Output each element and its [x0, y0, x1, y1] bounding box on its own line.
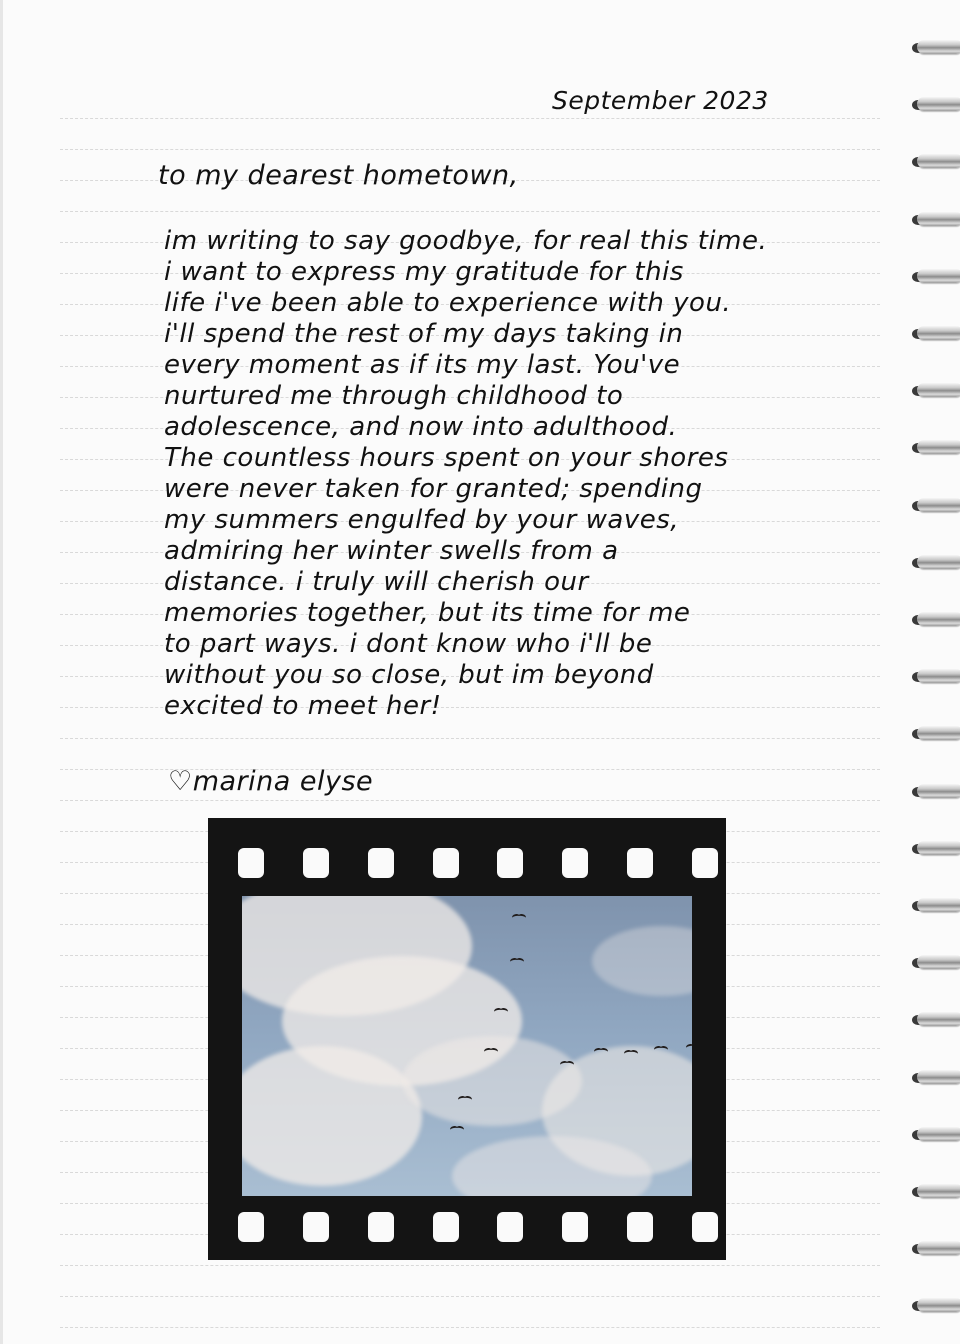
perforation [303, 1212, 329, 1242]
spiral-binding [900, 0, 960, 1344]
binding-ring [908, 722, 960, 746]
letter-line: distance. i truly will cherish our [164, 567, 589, 597]
perforation [238, 848, 264, 878]
binding-wire [917, 326, 960, 340]
bird [494, 1008, 508, 1014]
binding-wire [917, 154, 960, 168]
binding-ring [908, 494, 960, 518]
perforation [238, 1212, 264, 1242]
ruled-line [60, 1327, 880, 1328]
letter-line: every moment as if its my last. You've [164, 350, 681, 380]
binding-wire [917, 97, 960, 111]
binding-wire [917, 1012, 960, 1026]
letter-line: were never taken for granted; spending [164, 474, 703, 504]
binding-ring [908, 265, 960, 289]
binding-wire [917, 612, 960, 626]
perforation [562, 1212, 588, 1242]
binding-wire [917, 955, 960, 969]
binding-ring [908, 551, 960, 575]
binding-ring [908, 951, 960, 975]
letter-line: memories together, but its time for me [164, 598, 691, 628]
binding-wire [917, 1241, 960, 1255]
bird [624, 1050, 638, 1056]
binding-ring [908, 665, 960, 689]
perforation [627, 848, 653, 878]
letter-line: to part ways. i dont know who i'll be [164, 629, 653, 659]
binding-wire [917, 212, 960, 226]
bird [560, 1061, 574, 1067]
letter-line: without you so close, but im beyond [164, 660, 654, 690]
binding-wire [917, 40, 960, 54]
binding-ring [908, 1008, 960, 1032]
binding-wire [917, 1127, 960, 1141]
binding-wire [917, 383, 960, 397]
binding-ring [908, 837, 960, 861]
letter-line: adolescence, and now into adulthood. [164, 412, 678, 442]
binding-ring [908, 208, 960, 232]
letter-line: i'll spend the rest of my days taking in [164, 319, 684, 349]
binding-wire [917, 555, 960, 569]
binding-ring [908, 894, 960, 918]
perforation [497, 848, 523, 878]
binding-ring [908, 150, 960, 174]
binding-ring [908, 436, 960, 460]
ruled-line [60, 211, 880, 212]
binding-ring [908, 1180, 960, 1204]
perforation [303, 848, 329, 878]
letter-line: admiring her winter swells from a [164, 536, 619, 566]
ruled-line [60, 149, 880, 150]
perforation [562, 848, 588, 878]
letter-signature: ♡marina elyse [168, 766, 374, 797]
perforation [433, 848, 459, 878]
bird [450, 1126, 464, 1132]
binding-wire [917, 898, 960, 912]
binding-ring [908, 379, 960, 403]
binding-ring [908, 780, 960, 804]
bird [654, 1046, 668, 1052]
bird [594, 1048, 608, 1054]
binding-ring [908, 1237, 960, 1261]
letter-line: The countless hours spent on your shores [164, 443, 729, 473]
perforation [368, 848, 394, 878]
letter-greeting: to my dearest hometown, [158, 160, 519, 191]
letter-line: my summers engulfed by your waves, [164, 505, 680, 535]
binding-ring [908, 36, 960, 60]
perforation [368, 1212, 394, 1242]
binding-wire [917, 784, 960, 798]
binding-wire [917, 841, 960, 855]
binding-wire [917, 1070, 960, 1084]
bird [458, 1096, 472, 1102]
ruled-line [60, 118, 880, 119]
page-edge [0, 0, 3, 1344]
bird [512, 914, 526, 920]
ruled-line [60, 800, 880, 801]
film-perforations-bottom [238, 1212, 718, 1246]
binding-ring [908, 322, 960, 346]
ruled-line [60, 738, 880, 739]
binding-ring [908, 608, 960, 632]
perforation [692, 848, 718, 878]
perforation [433, 1212, 459, 1242]
binding-wire [917, 726, 960, 740]
binding-ring [908, 1123, 960, 1147]
letter-line: nurtured me through childhood to [164, 381, 624, 411]
film-strip-photo [208, 818, 726, 1260]
film-perforations-top [238, 848, 718, 882]
perforation [692, 1212, 718, 1242]
binding-wire [917, 440, 960, 454]
ruled-line [60, 1296, 880, 1297]
perforation [627, 1212, 653, 1242]
ruled-line [60, 1265, 880, 1266]
binding-wire [917, 669, 960, 683]
bird [686, 1044, 692, 1050]
letter-date: September 2023 [552, 86, 769, 115]
bird [484, 1048, 498, 1054]
binding-wire [917, 1184, 960, 1198]
cloud [592, 926, 692, 996]
sky-photo [242, 896, 692, 1196]
binding-wire [917, 498, 960, 512]
bird [510, 958, 524, 964]
letter-line: excited to meet her! [164, 691, 442, 721]
letter-line: life i've been able to experience with you. [164, 288, 732, 318]
perforation [497, 1212, 523, 1242]
binding-wire [917, 1298, 960, 1312]
binding-ring [908, 93, 960, 117]
binding-ring [908, 1066, 960, 1090]
binding-wire [917, 269, 960, 283]
letter-line: im writing to say goodbye, for real this time. [164, 226, 768, 256]
letter-line: i want to express my gratitude for this [164, 257, 684, 287]
binding-ring [908, 1294, 960, 1318]
